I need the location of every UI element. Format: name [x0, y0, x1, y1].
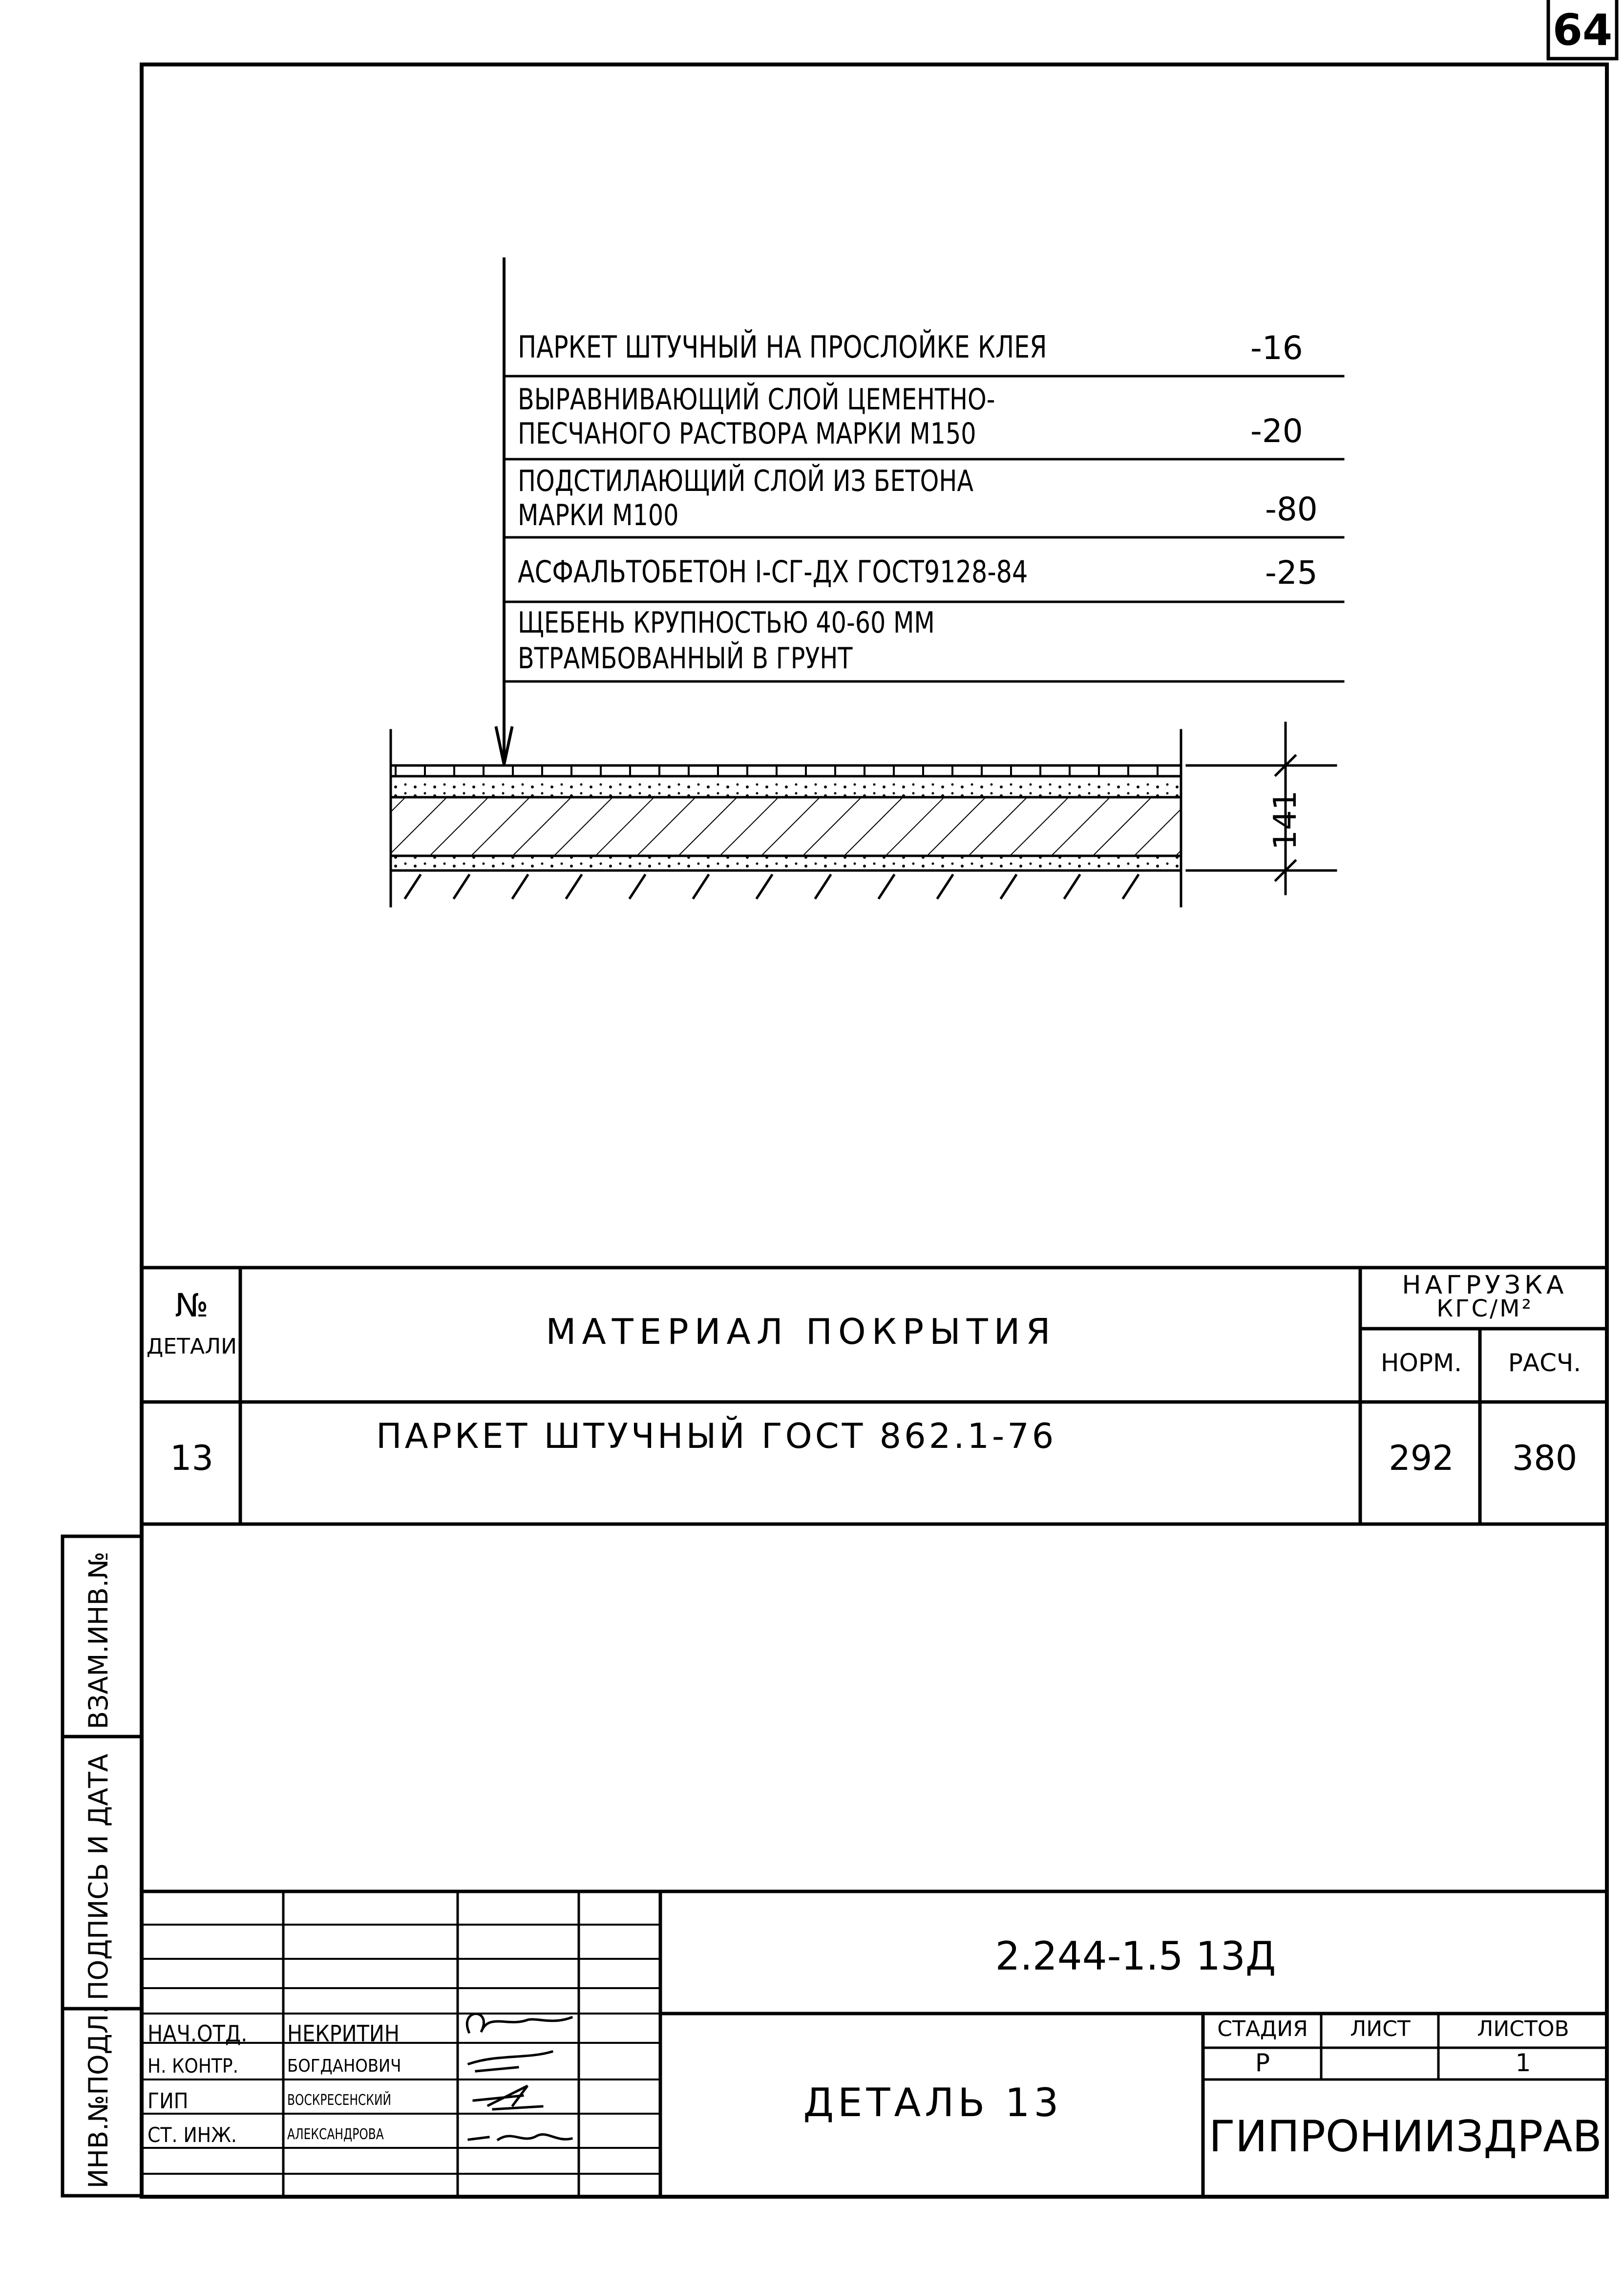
signer-name-1: НЕКРИТИН — [287, 2020, 400, 2047]
signer-role-2: Н. КОНТР. — [148, 2055, 239, 2078]
col-load-unit: КГС/М² — [1436, 1295, 1533, 1322]
signer-role-4: СТ. ИНЖ. — [148, 2123, 237, 2147]
layer-2-name-line2: ПЕСЧАНОГО РАСТВОРА МАРКИ М150 — [518, 417, 976, 451]
layer-3-name: ПОДСТИЛАЮЩИЙ СЛОЙ ИЗ БЕТОНА — [518, 464, 973, 498]
row-norm: 292 — [1389, 1438, 1454, 1478]
layer-5-name-line2: ВТРАМБОВАННЫЙ В ГРУНТ — [518, 641, 853, 676]
col-material-label: МАТЕРИАЛ ПОКРЫТИЯ — [546, 1311, 1056, 1352]
layer-4-thickness: -25 — [1265, 554, 1318, 592]
organization-name: ГИПРОНИИЗДРАВ — [1209, 2111, 1602, 2162]
col-calc-label: РАСЧ. — [1508, 1349, 1582, 1377]
dimension-label: 141 — [1267, 790, 1304, 850]
stage-label: СТАДИЯ — [1217, 2016, 1308, 2041]
layer-3-thickness: -80 — [1265, 490, 1318, 528]
layer-1-thickness: -16 — [1250, 329, 1303, 367]
dimension-141 — [1187, 723, 1336, 894]
signer-role-3: ГИП — [148, 2089, 189, 2114]
sheet-label: ЛИСТ — [1350, 2016, 1411, 2041]
row-material: ПАРКЕТ ШТУЧНЫЙ ГОСТ 862.1-76 — [376, 1416, 1057, 1456]
layer-1-name: ПАРКЕТ ШТУЧНЫЙ НА ПРОСЛОЙКЕ КЛЕЯ — [518, 329, 1047, 365]
sheet-number: 64 — [1552, 5, 1613, 55]
sheets-label: ЛИСТОВ — [1477, 2016, 1569, 2041]
layer-3-name-line2: МАРКИ М100 — [518, 498, 679, 532]
col-load-label: НАГРУЗКА — [1402, 1271, 1568, 1300]
layer-2-name: ВЫРАВНИВАЮЩИЙ СЛОЙ ЦЕМЕНТНО- — [518, 382, 995, 417]
stamp-signature-date: ПОДПИСЬ И ДАТА — [83, 1754, 114, 2000]
stamp-vzam-inv: ВЗАМ.ИНВ.№ — [83, 1551, 114, 1729]
stage-value: Р — [1255, 2049, 1270, 2077]
row-calc: 380 — [1512, 1438, 1578, 1478]
detail-title: ДЕТАЛЬ 13 — [803, 2080, 1063, 2125]
stamp-inv-podl: ИНВ.№ПОДЛ. — [83, 2005, 114, 2188]
col-no-label: № — [175, 1287, 209, 1324]
signer-name-4: АЛЕКСАНДРОВА — [287, 2126, 384, 2143]
layer-5-name: ЩЕБЕНЬ КРУПНОСТЬЮ 40-60 ММ — [518, 606, 935, 640]
signatures — [467, 2014, 571, 2140]
col-norm-label: НОРМ. — [1380, 1349, 1462, 1377]
document-code: 2.244-1.5 13Д — [995, 1933, 1276, 1979]
col-no-label-line2: ДЕТАЛИ — [146, 1334, 237, 1359]
signer-role-1: НАЧ.ОТД. — [148, 2020, 248, 2047]
sheets-value: 1 — [1515, 2049, 1531, 2077]
signer-name-3: ВОСКРЕСЕНСКИЙ — [287, 2092, 392, 2109]
row-detail-no: 13 — [169, 1438, 214, 1478]
layer-2-thickness: -20 — [1250, 412, 1303, 450]
floor-section — [391, 730, 1181, 906]
signer-name-2: БОГДАНОВИЧ — [287, 2056, 401, 2076]
layer-4-name: АСФАЛЬТОБЕТОН I-СГ-ДХ ГОСТ9128-84 — [518, 554, 1028, 590]
